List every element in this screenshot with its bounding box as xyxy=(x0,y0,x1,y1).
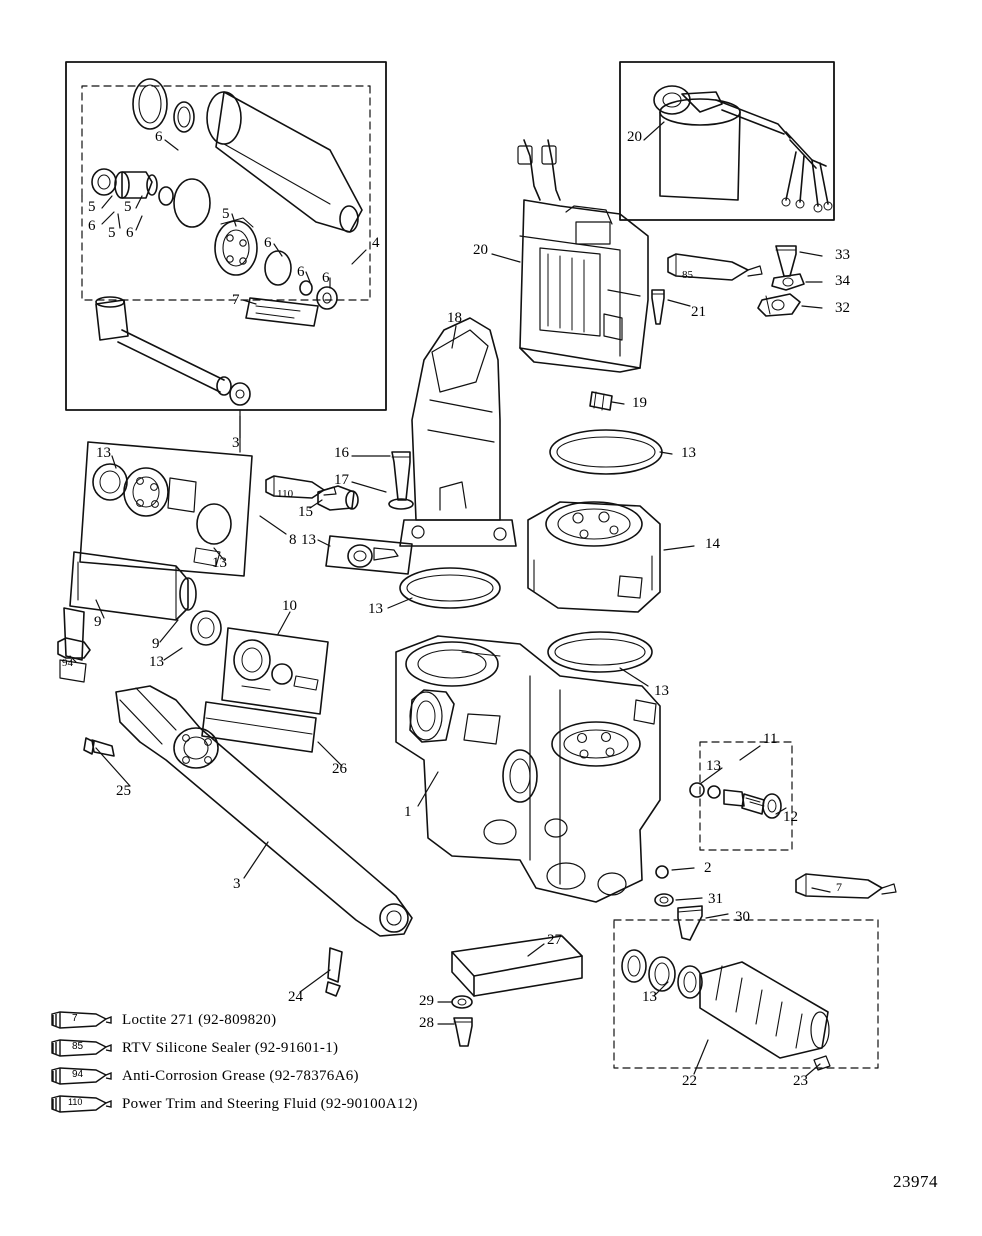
callout-32: 32 xyxy=(835,300,850,316)
valve-plate-10 xyxy=(222,628,328,714)
main-manifold-1 xyxy=(396,636,660,902)
callout-110: 110 xyxy=(277,488,294,500)
callout-3: 3 xyxy=(232,435,240,451)
hardware-33-34-32 xyxy=(758,246,804,316)
figure-number: 23974 xyxy=(893,1172,938,1191)
callout-22: 22 xyxy=(682,1073,697,1089)
callout-3: 3 xyxy=(233,876,241,892)
fluid-tube-icon xyxy=(48,1094,112,1114)
callout-23: 23 xyxy=(793,1073,808,1089)
callout-6: 6 xyxy=(126,225,134,241)
callout-94: 94 xyxy=(62,657,73,669)
callout-15: 15 xyxy=(298,504,313,520)
callout-6: 6 xyxy=(297,264,305,280)
callout-5: 5 xyxy=(124,199,132,215)
callout-28: 28 xyxy=(419,1015,434,1031)
callout-19: 19 xyxy=(632,395,647,411)
legend-code: 110 xyxy=(68,1097,83,1107)
callout-13: 13 xyxy=(149,654,164,670)
callout-2: 2 xyxy=(704,860,712,876)
trim-cylinder-3 xyxy=(84,686,412,996)
callout-13: 13 xyxy=(301,532,316,548)
legend-code: 85 xyxy=(72,1041,84,1052)
oring-13-mid-right xyxy=(548,632,652,672)
loctite-tube-icon xyxy=(48,1010,112,1030)
callout-13: 13 xyxy=(212,555,227,571)
callout-17: 17 xyxy=(334,472,349,488)
callout-18: 18 xyxy=(447,310,462,326)
callout-20: 20 xyxy=(473,242,488,258)
oring-13-mid-left xyxy=(400,568,500,608)
callout-16: 16 xyxy=(334,445,349,461)
callout-13: 13 xyxy=(96,445,111,461)
callout-25: 25 xyxy=(116,783,131,799)
callout-5: 5 xyxy=(108,225,116,241)
legend-label: Loctite 271 (92-809820) xyxy=(122,1011,277,1028)
callout-1: 1 xyxy=(404,804,412,820)
legend-row xyxy=(48,1062,418,1090)
callout-21: 21 xyxy=(691,304,706,320)
callout-31: 31 xyxy=(708,891,723,907)
reservoir-18 xyxy=(318,318,516,546)
callout-24: 24 xyxy=(288,989,303,1005)
legend-code: 94 xyxy=(72,1069,84,1080)
legend-row xyxy=(48,1006,418,1034)
callout-7: 7 xyxy=(232,292,240,308)
grease-tube-94 xyxy=(58,638,90,658)
callout-9: 9 xyxy=(94,614,102,630)
legend-label: Anti-Corrosion Grease (92-78376A6) xyxy=(122,1067,359,1084)
legend-code: 7 xyxy=(72,1013,78,1024)
callout-5: 5 xyxy=(222,206,230,222)
grease-tube-icon xyxy=(48,1066,112,1086)
callout-13: 13 xyxy=(368,601,383,617)
callout-8: 8 xyxy=(289,532,297,548)
callout-13: 13 xyxy=(654,683,669,699)
callout-34: 34 xyxy=(835,273,850,289)
bar-27 xyxy=(452,936,582,1046)
callout-13: 13 xyxy=(681,445,696,461)
legend xyxy=(48,1006,418,1118)
callout-6: 6 xyxy=(88,218,96,234)
loctite-tube-right xyxy=(796,874,896,898)
callout-6: 6 xyxy=(264,235,272,251)
callout-9: 9 xyxy=(152,636,160,652)
callout-5: 5 xyxy=(88,199,96,215)
callout-20: 20 xyxy=(627,129,642,145)
oring-13-top xyxy=(550,430,662,474)
callout-33: 33 xyxy=(835,247,850,263)
callout-12: 12 xyxy=(783,809,798,825)
pump-motor-assembly xyxy=(518,140,664,372)
callout-10: 10 xyxy=(282,598,297,614)
callout-27: 27 xyxy=(547,932,562,948)
callout-11: 11 xyxy=(763,731,778,747)
callout-6: 6 xyxy=(322,270,330,286)
callout-6: 6 xyxy=(155,129,163,145)
legend-row xyxy=(48,1034,418,1062)
callout-7: 7 xyxy=(836,880,842,894)
valve-block-15 xyxy=(326,536,412,574)
legend-label: Power Trim and Steering Fluid (92-90100A12) xyxy=(122,1095,418,1112)
cylinder-head-14 xyxy=(528,502,660,612)
hardware-2-31-30 xyxy=(655,866,702,940)
callout-14: 14 xyxy=(705,536,720,552)
pin-19 xyxy=(590,392,612,410)
callout-30: 30 xyxy=(735,909,750,925)
callout-13: 13 xyxy=(706,758,721,774)
callout-4: 4 xyxy=(372,235,380,251)
legend-label: RTV Silicone Sealer (92-91601-1) xyxy=(122,1039,339,1056)
inset-box-pump-motor xyxy=(620,62,834,220)
callout-13: 13 xyxy=(642,989,657,1005)
leader-lines xyxy=(70,122,830,1076)
legend-row xyxy=(48,1090,418,1118)
callout-85: 85 xyxy=(682,269,693,281)
callout-26: 26 xyxy=(332,761,347,777)
callout-29: 29 xyxy=(419,993,434,1009)
rtv-tube-icon xyxy=(48,1038,112,1058)
